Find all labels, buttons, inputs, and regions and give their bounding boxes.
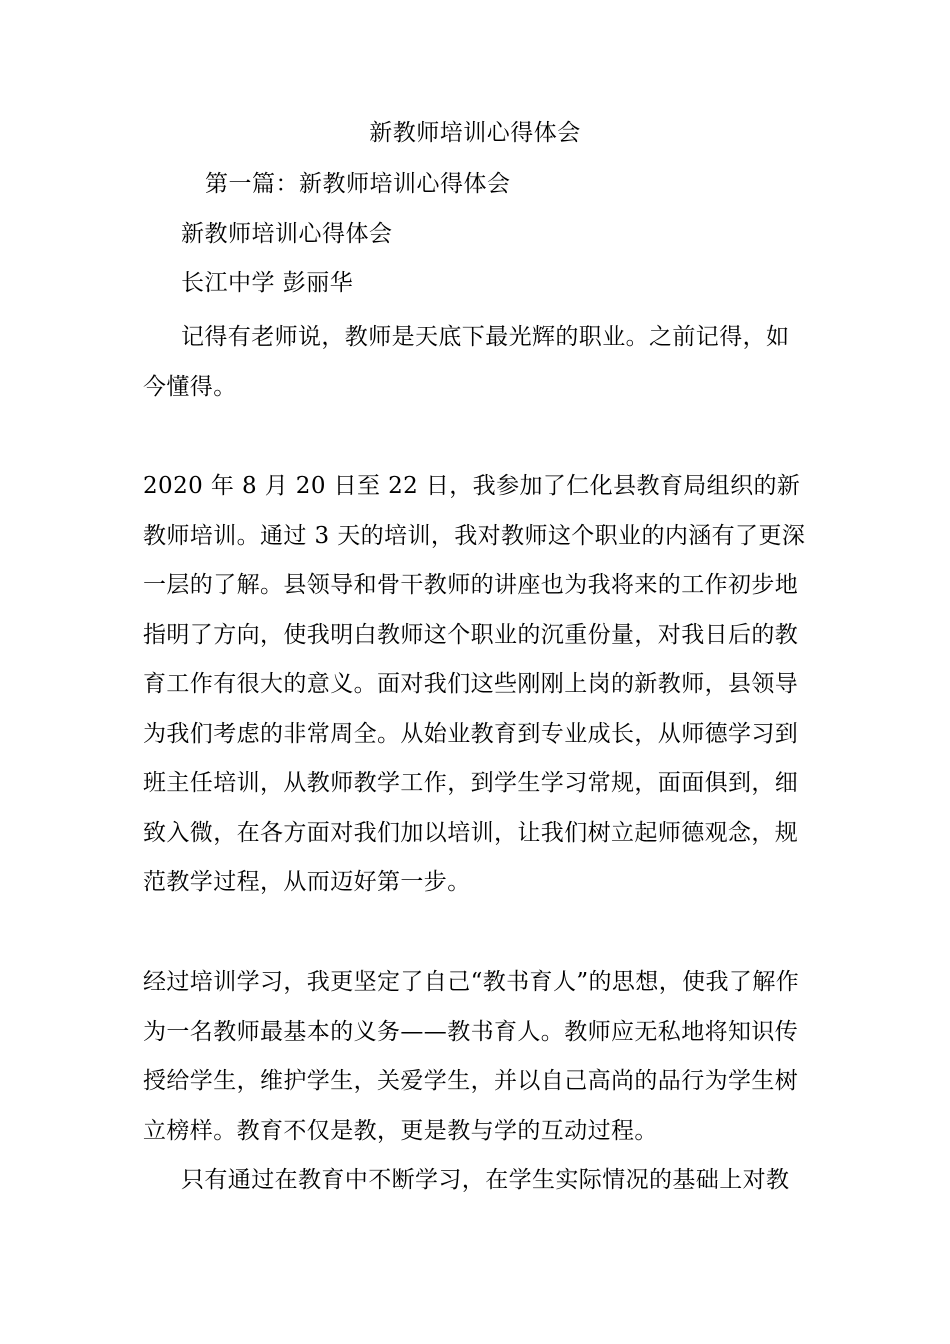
document-subtitle: 第一篇：新教师培训心得体会 bbox=[205, 171, 511, 197]
paragraph-2 bbox=[143, 462, 808, 908]
document-title: 新教师培训心得体会 bbox=[369, 120, 581, 146]
paragraph-3 bbox=[143, 958, 808, 1156]
paragraph-1-text: 记得有老师说，教师是天底下最光辉的职业。之前记得，如今懂得。 bbox=[143, 324, 790, 400]
document-heading: 新教师培训心得体会 bbox=[181, 221, 393, 247]
paragraph-2-text: 2020 年 8 月 20 日至 22 日，我参加了仁化县教育局组织的新教师培训。通过 3 天的培训，我对教师这个职业的内涵有了更深一层的了解。县领导和骨干教师的讲座也为我将来的工作初步地指明了方向，使我明白教师这个职业的沉重份量，对我日后的教育工作有很大的意义。面对我们这些刚刚上岗的新教师，县领导为我们考虑的非常周全。从始业教育到专业成长，从师德学习到班主任培训，从教师教学工作，到学生学习常规，面面俱到，细致入微，在各方面对我们加以培训，让我们树立起师德观念，规范教学过程，从而迈好第一步。 bbox=[143, 473, 806, 895]
paragraph-4 bbox=[143, 1156, 808, 1206]
paragraph-3-text: 经过培训学习，我更坚定了自己“教书育人”的思想，使我了解作为一名教师最基本的义务——教书育人。教师应无私地将知识传授给学生，维护学生，关爱学生，并以自己高尚的品行为学生树立榜样。教育不仅是教，更是教与学的互动过程。 bbox=[143, 969, 800, 1144]
paragraph-4-text: 只有通过在教育中不断学习，在学生实际情况的基础上对教 bbox=[181, 1167, 790, 1193]
author-line: 长江中学 彭丽华 bbox=[181, 270, 354, 296]
paragraph-1 bbox=[143, 313, 808, 412]
